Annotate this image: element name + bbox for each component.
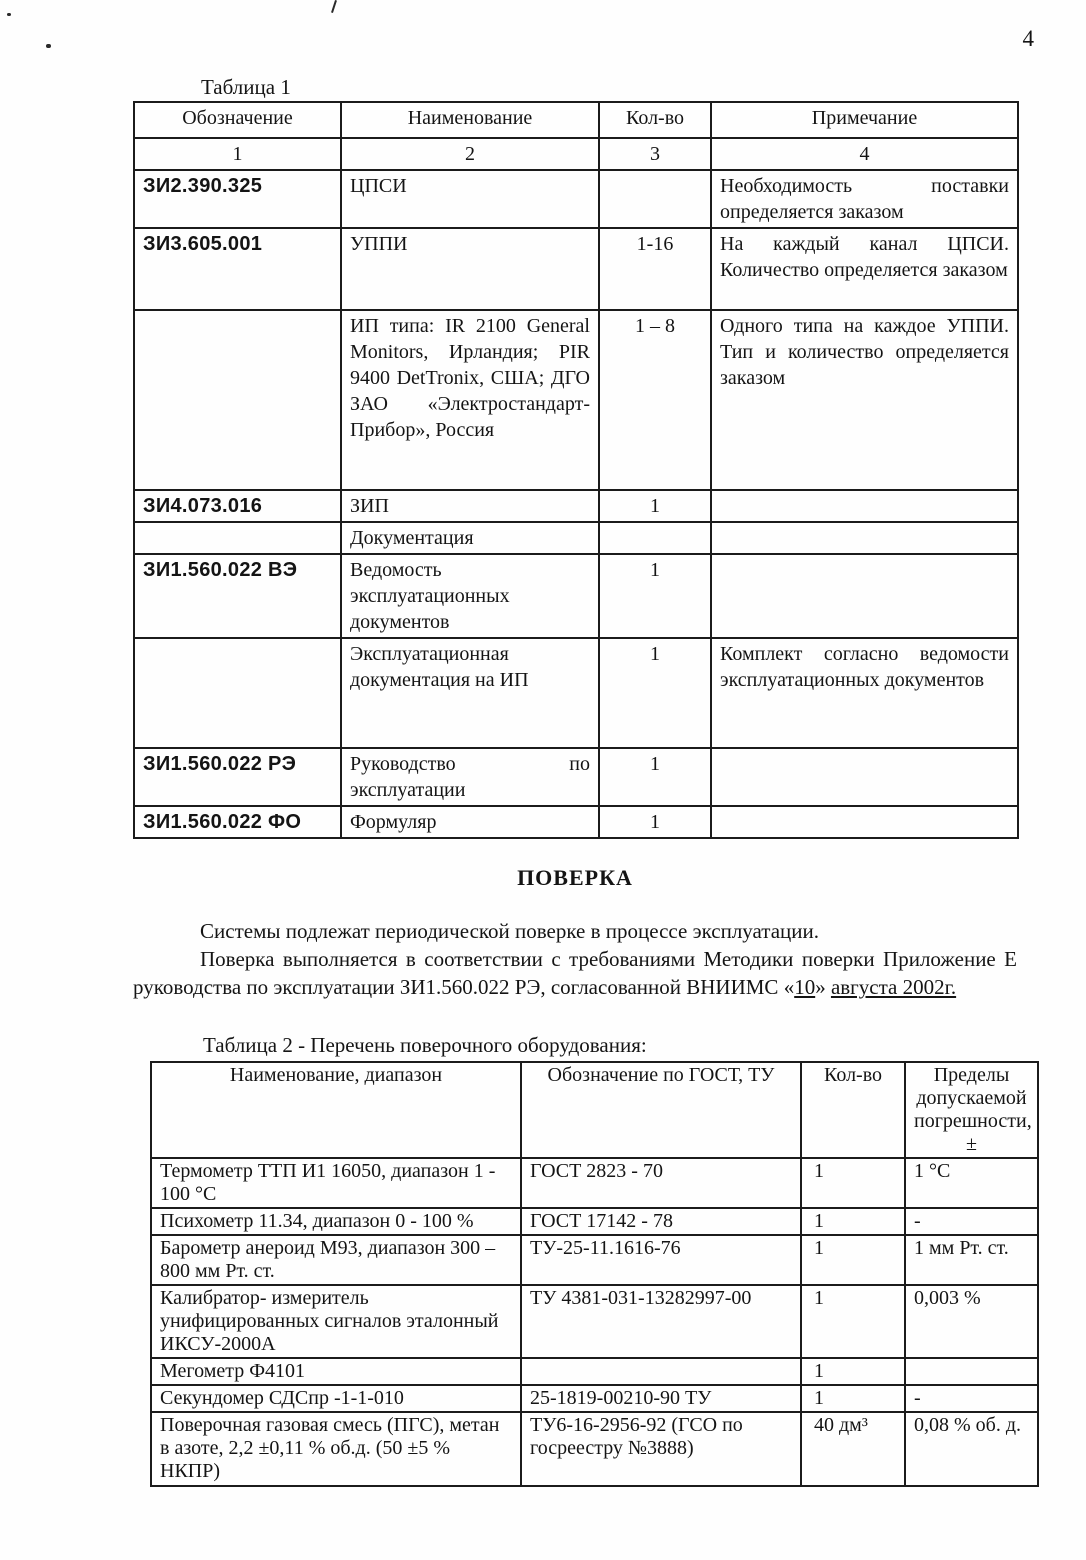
- paragraph: [133, 945, 1017, 1001]
- table-cell: ГОСТ 2823 - 70: [521, 1158, 801, 1208]
- table-cell: ЗИ1.560.022 ФО: [134, 806, 341, 838]
- table-row: [134, 310, 1018, 490]
- table-row: [134, 170, 1018, 228]
- table-cell: 1: [801, 1158, 905, 1208]
- table-cell: ЦПСИ: [341, 170, 599, 228]
- table-cell: [711, 490, 1018, 522]
- table-cell: Барометр анероид М93, диапазон 300 – 800 мм Рт. ст.: [151, 1235, 521, 1285]
- table-cell: Формуляр: [341, 806, 599, 838]
- table-cell: [599, 170, 711, 228]
- column-header: Обозначение: [134, 102, 341, 138]
- paragraph-text: Системы подлежат периодической поверке в процессе эксплуатации.: [200, 919, 820, 943]
- table-cell: ЗИП: [341, 490, 599, 522]
- table-cell: 1 – 8: [599, 310, 711, 490]
- table-cell: ГОСТ 17142 - 78: [521, 1208, 801, 1235]
- paragraph-text: Поверка выполняется в соответствии с требованиями Методики поверки Приложение Е руководства по эксплуатации ЗИ1.560.022 РЭ, согласованной ВНИИМС: [133, 947, 1017, 999]
- table-cell: ЗИ1.560.022 РЭ: [134, 748, 341, 806]
- table-cell: Комплект согласно ведомости эксплуатационных документов: [711, 638, 1018, 748]
- table-cell: [711, 554, 1018, 638]
- table1-title: Таблица 1: [201, 75, 291, 99]
- table-row: [151, 1285, 1038, 1358]
- column-header: Кол-во: [801, 1062, 905, 1158]
- table2-title: Таблица 2 - Перечень поверочного оборудования:: [203, 1033, 647, 1057]
- date-day: 10: [794, 975, 816, 999]
- table-cell: Необходимость поставки определяется заказом: [711, 170, 1018, 228]
- table-row: [134, 554, 1018, 638]
- table-cell: 1: [801, 1208, 905, 1235]
- table-cell: Одного типа на каждое УППИ. Тип и количество определяется заказом: [711, 310, 1018, 490]
- table-cell: [711, 748, 1018, 806]
- table-cell: 1: [599, 554, 711, 638]
- table-cell: [599, 522, 711, 554]
- table-cell: ИП типа: IR 2100 General Monitors, Ирландия; PIR 9400 DetTronix, США; ДГО ЗАО «Электростандарт-Прибор», Россия: [341, 310, 599, 490]
- paragraph: [133, 917, 1017, 945]
- column-header: Наименование, диапазон: [151, 1062, 521, 1158]
- table2: [150, 1061, 1039, 1487]
- table-cell: Мегометр Ф4101: [151, 1358, 521, 1385]
- column-header: Наименование: [341, 102, 599, 138]
- column-header: Кол-во: [599, 102, 711, 138]
- column-header: Обозначение по ГОСТ, ТУ: [521, 1062, 801, 1158]
- column-number: 4: [711, 138, 1018, 170]
- table-cell: [134, 638, 341, 748]
- table-cell: 0,003 %: [905, 1285, 1038, 1358]
- table-cell: Ведомость эксплуатационных документов: [341, 554, 599, 638]
- table-row: [151, 1235, 1038, 1285]
- table-cell: Руководство по эксплуатации: [341, 748, 599, 806]
- table-cell: -: [905, 1385, 1038, 1412]
- table-cell: 1: [599, 490, 711, 522]
- table-cell: 1: [801, 1358, 905, 1385]
- column-header: Примечание: [711, 102, 1018, 138]
- table-cell: 1: [599, 638, 711, 748]
- quote-mark: «: [783, 975, 795, 999]
- table-cell: -: [905, 1208, 1038, 1235]
- table-cell: Документация: [341, 522, 599, 554]
- table-row: [134, 748, 1018, 806]
- table-row: [134, 228, 1018, 310]
- column-number: 1: [134, 138, 341, 170]
- table-cell: 1-16: [599, 228, 711, 310]
- table-cell: 1: [801, 1285, 905, 1358]
- table-row: [151, 1158, 1038, 1208]
- table-header-row: [151, 1062, 1038, 1158]
- column-number: 3: [599, 138, 711, 170]
- table-cell: 1: [801, 1385, 905, 1412]
- column-header: Пределы допускаемой погрешности, ±: [905, 1062, 1038, 1158]
- section-heading: ПОВЕРКА: [517, 865, 633, 890]
- table-cell: Психометр 11.34, диапазон 0 - 100 %: [151, 1208, 521, 1235]
- table-cell: 1: [599, 806, 711, 838]
- table-row: [134, 638, 1018, 748]
- column-number-row: [134, 138, 1018, 170]
- table-row: [151, 1412, 1038, 1486]
- table-cell: 1 мм Рт. ст.: [905, 1235, 1038, 1285]
- scan-artifact: [7, 13, 11, 16]
- table-cell: [711, 522, 1018, 554]
- table-cell: [134, 522, 341, 554]
- column-number: 2: [341, 138, 599, 170]
- quote-mark: »: [815, 975, 826, 999]
- table-cell: 25-1819-00210-90 ТУ: [521, 1385, 801, 1412]
- table-cell: ТУ-25-11.1616-76: [521, 1235, 801, 1285]
- table-cell: ТУ6-16-2956-92 (ГСО по госреестру №3888): [521, 1412, 801, 1486]
- table-cell: ЗИ1.560.022 ВЭ: [134, 554, 341, 638]
- table-cell: Термометр ТТП И1 16050, диапазон 1 - 100 °C: [151, 1158, 521, 1208]
- table-row: [151, 1208, 1038, 1235]
- table-cell: ЗИ4.073.016: [134, 490, 341, 522]
- table-cell: 1 °C: [905, 1158, 1038, 1208]
- table-cell: УППИ: [341, 228, 599, 310]
- page-number: 4: [1022, 26, 1034, 51]
- table-cell: Калибратор- измеритель унифицированных сигналов эталонный ИКСУ-2000А: [151, 1285, 521, 1358]
- table-cell: Поверочная газовая смесь (ПГС), метан в азоте, 2,2 ±0,11 % об.д. (50 ±5 % НКПР): [151, 1412, 521, 1486]
- table-cell: 1: [599, 748, 711, 806]
- scan-artifact: [46, 44, 51, 48]
- table-cell: На каждый канал ЦПСИ. Количество определяется заказом: [711, 228, 1018, 310]
- table-row: [134, 806, 1018, 838]
- table-cell: ЗИ2.390.325: [134, 170, 341, 228]
- page-content: [133, 0, 1032, 1487]
- table-cell: [905, 1358, 1038, 1385]
- table-cell: 0,08 % об. д.: [905, 1412, 1038, 1486]
- table-cell: Секундомер СДСпр -1-1-010: [151, 1385, 521, 1412]
- table-cell: 40 дм³: [801, 1412, 905, 1486]
- table-row: [151, 1385, 1038, 1412]
- table-row: [134, 490, 1018, 522]
- table1: [133, 101, 1019, 839]
- table-cell: ЗИ3.605.001: [134, 228, 341, 310]
- table-cell: [521, 1358, 801, 1385]
- table-cell: Эксплуатационная документация на ИП: [341, 638, 599, 748]
- table-cell: [134, 310, 341, 490]
- table-cell: [711, 806, 1018, 838]
- date-text: августа 2002г.: [830, 975, 957, 999]
- table-row: [134, 522, 1018, 554]
- table-row: [151, 1358, 1038, 1385]
- table-header-row: [134, 102, 1018, 138]
- table-cell: 1: [801, 1235, 905, 1285]
- table-cell: ТУ 4381-031-13282997-00: [521, 1285, 801, 1358]
